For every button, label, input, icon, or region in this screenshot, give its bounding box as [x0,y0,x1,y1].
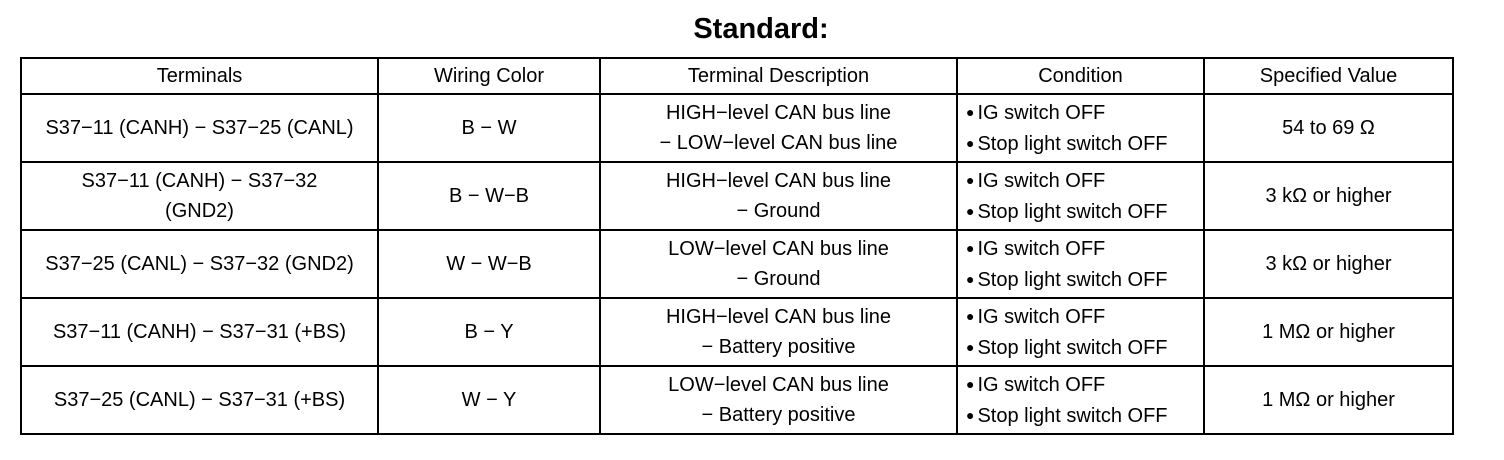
cell-terminal-description [600,94,957,162]
condition-text: IG switch OFF [977,102,1106,124]
description-line: LOW−level CAN bus line [668,238,889,260]
condition-item [964,369,1197,400]
description-line: − Ground [736,200,821,222]
condition-text: IG switch OFF [977,170,1106,192]
description-line: HIGH−level CAN bus line [665,102,892,124]
condition-text: Stop light switch OFF [977,269,1168,291]
header-terminal-description: Terminal Description [600,58,957,94]
table-row [21,366,1453,434]
terminals-text: S37−25 (CANL) − S37−32 (GND2) [45,253,354,275]
cell-condition [957,230,1204,298]
table-row [21,94,1453,162]
cell-specified-value: 54 to 69 Ω [1204,94,1453,162]
header-wiring-color: Wiring Color [378,58,600,94]
cell-condition [957,366,1204,434]
cell-condition [957,94,1204,162]
bullet-icon: ● [966,271,975,287]
header-terminals: Terminals [21,58,378,94]
condition-text: Stop light switch OFF [977,133,1168,155]
description-line: LOW−level CAN bus line [668,374,889,396]
condition-text: IG switch OFF [977,306,1106,328]
cell-terminals [21,298,378,366]
condition-item [964,400,1197,431]
condition-item [964,165,1197,196]
cell-terminal-description [600,298,957,366]
description-line: HIGH−level CAN bus line [665,306,892,328]
condition-text: IG switch OFF [977,374,1106,396]
cell-terminals [21,162,378,230]
cell-terminal-description [600,162,957,230]
cell-specified-value: 1 MΩ or higher [1204,366,1453,434]
cell-terminal-description [600,366,957,434]
condition-item [964,128,1197,159]
condition-item [964,332,1197,363]
terminals-text: S37−11 (CANH) − S37−31 (+BS) [52,321,347,343]
cell-terminals [21,366,378,434]
page-title: Standard: [693,13,829,45]
bullet-icon: ● [966,203,975,219]
table-row [21,298,1453,366]
table-row [21,162,1453,230]
table-row [21,230,1453,298]
cell-terminals [21,230,378,298]
cell-wiring-color: W − W−B [378,230,600,298]
condition-text: Stop light switch OFF [977,337,1168,359]
description-line: HIGH−level CAN bus line [665,170,892,192]
condition-item [964,301,1197,332]
header-specified-value: Specified Value [1204,58,1453,94]
bullet-icon: ● [966,172,975,188]
cell-wiring-color: B − W−B [378,162,600,230]
cell-condition [957,162,1204,230]
condition-text: Stop light switch OFF [977,405,1168,427]
condition-text: Stop light switch OFF [977,201,1168,223]
cell-wiring-color: W − Y [378,366,600,434]
bullet-icon: ● [966,376,975,392]
header-condition: Condition [957,58,1204,94]
description-line: − Ground [736,268,821,290]
cell-condition [957,298,1204,366]
bullet-icon: ● [966,240,975,256]
terminals-text: (GND2) [165,200,234,222]
bullet-icon: ● [966,104,975,120]
terminals-text: S37−25 (CANL) − S37−31 (+BS) [53,389,346,411]
description-line: − Battery positive [701,336,856,358]
condition-item [964,196,1197,227]
condition-item [964,233,1197,264]
cell-wiring-color: B − W [378,94,600,162]
description-line: − LOW−level CAN bus line [659,132,898,154]
condition-item [964,264,1197,295]
bullet-icon: ● [966,339,975,355]
description-line: − Battery positive [701,404,856,426]
terminals-text: S37−11 (CANH) − S37−25 (CANL) [45,117,354,139]
bullet-icon: ● [966,308,975,324]
cell-specified-value: 3 kΩ or higher [1204,162,1453,230]
table-header-row [21,58,1453,94]
standard-spec-table [20,57,1454,435]
bullet-icon: ● [966,407,975,423]
condition-text: IG switch OFF [977,238,1106,260]
terminals-text: S37−11 (CANH) − S37−32 [81,170,318,192]
cell-specified-value: 3 kΩ or higher [1204,230,1453,298]
bullet-icon: ● [966,135,975,151]
cell-wiring-color: B − Y [378,298,600,366]
cell-terminals [21,94,378,162]
cell-terminal-description [600,230,957,298]
condition-item [964,97,1197,128]
cell-specified-value: 1 MΩ or higher [1204,298,1453,366]
